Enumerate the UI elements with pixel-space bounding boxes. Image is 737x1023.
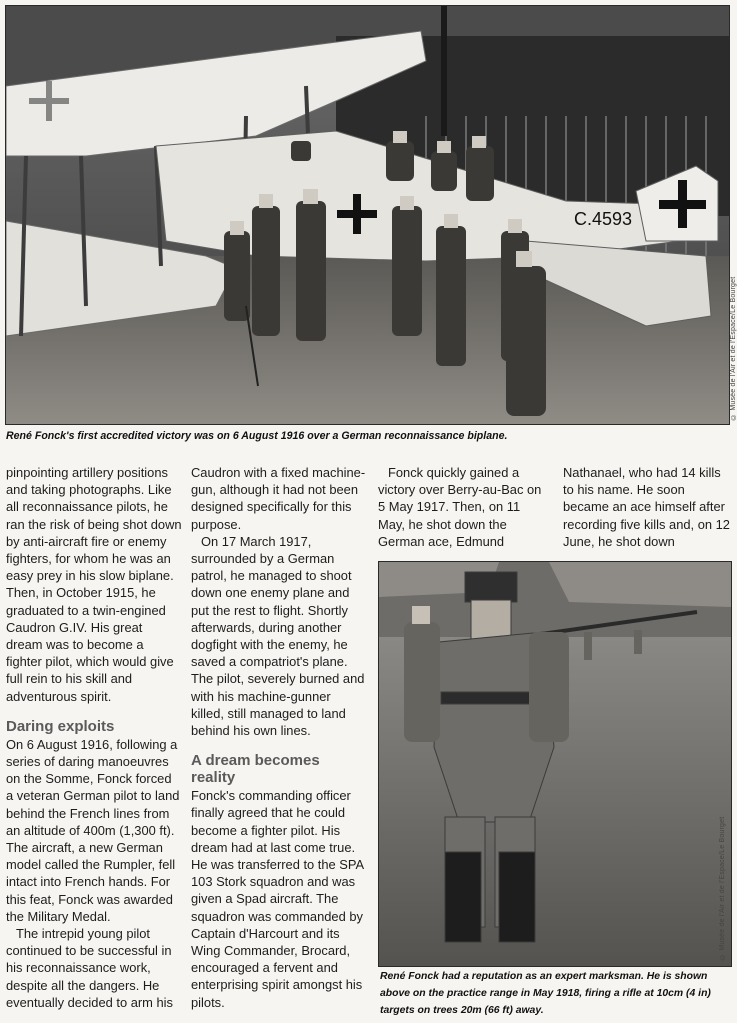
column-2 [191,464,367,1011]
heading-daring-exploits: Daring exploits [6,717,115,735]
top-photo [5,5,730,425]
column-4 [563,464,731,550]
bottom-photo-caption: René Fonck had a reputation as an expert marksman. He is shown above on the practice range in May 1918, firing a rifle at 10cm (4 in) targets on trees 20m (66 ft) away. [380,971,711,1016]
top-photo-caption: René Fonck's first accredited victory was on 6 August 1916 over a German reconnaissance biplane. [6,430,508,442]
col2-para2: Fonck's commanding officer finally agreed that he could become a fighter pilot. His dream had at last come true. He was transferred to the SPA 103 Stork squadron and was given a Spad aircraft. The squadron was commanded by Captain d'Harcourt and its Wing Commander, Brocard, encouraged a fervent and enterprising spirit amongst his pilots. [191,788,364,1010]
marksman-photo-illustration [379,562,731,966]
col3-para1: Fonck quickly gained a victory over Berry-au-Bac on 5 May 1917. Then, on 11 May, he shot down the German ace, Edmund [378,465,542,549]
column-1 [6,464,182,1011]
col4-para1: Nathanael, who had 14 kills to his name. He soon became an ace himself after recording five kills and, on 12 June, he shot down [563,465,730,549]
col1-para1: On 6 August 1916, following a series of daring manoeuvres on the Somme, Fonck forced a veteran German pilot to land behind the French lines from an altitude of 400m (1,300 ft). The aircraft, a new German model called the Rumpler, fell intact into French hands. For this feat, Fonck was awarded the Military Medal. [6,736,180,924]
bottom-photo-credit: © Musée de l'Air et de l'Espace/Le Bourget [719,816,726,960]
heading-dream-becomes-reality: A dream becomes reality [191,752,320,787]
col1-intro: pinpointing artillery positions and taking photographs. Like all reconnaissance pilots, he ran the risk of being shot down by anti-aircraft fire or enemy fighters, for whom he was an easy prey in his slow biplane. Then, in October 1915, he graduated to a twin-engined Caudron G.IV. His great dream was to become a fighter pilot, which would give full rein to his skill and adventurous spirit. [6,465,182,704]
column-3 [378,464,548,550]
bottom-photo [378,561,732,967]
biplane-photo-illustration [6,6,729,424]
col2-para1: On 17 March 1917, surrounded by a German patrol, he managed to shoot down one enemy plane and put the rest to flight. Shortly afterwards, during another dogfight with the enemy, he saved a compatriot's plane. The pilot, severely burned and with his machine-gunner killed, still managed to land behind his own lines. [191,533,365,739]
top-photo-credit: © Musée de l'Air et de l'Espace/Le Bourget [730,276,737,420]
tail-marking: C.4593 [574,209,633,229]
col2-intro: Caudron with a fixed machine-gun, although it had not been designed specifically for this purpose. [191,465,366,532]
col1-para2: The intrepid young pilot continued to be successful in his reconnaissance work, despite all the dangers. He eventually decided to arm his [6,926,173,1010]
